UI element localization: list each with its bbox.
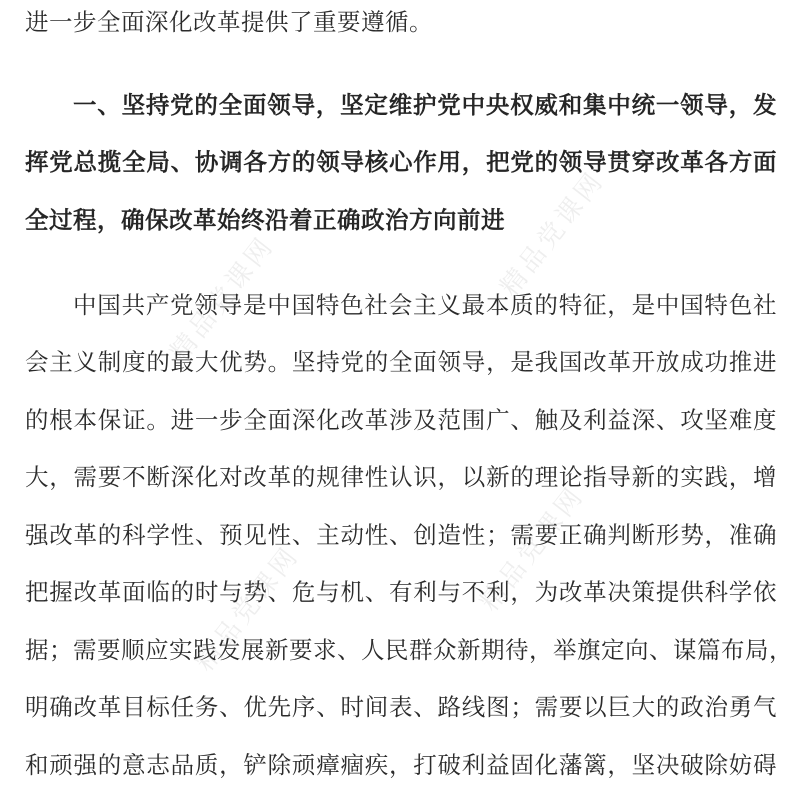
heading-line: 一、坚持党的全面领导，坚定维护党中央权威和集中统一领导，发 [73, 91, 777, 119]
watermark: 精品党课网 [494, 165, 611, 303]
text-line: 把握改革面临的时与势、危与机、有利与不利，为改革决策提供科学依 [25, 578, 777, 606]
text-line: 会主义制度的最大优势。坚持党的全面领导，是我国改革开放成功推进 [25, 348, 777, 376]
text-line: 大，需要不断深化对改革的规律性认识，以新的理论指导新的实践，增 [25, 463, 777, 491]
watermark: 精品党课网 [474, 480, 591, 618]
text-line: 进一步全面深化改革提供了重要遵循。 [25, 8, 433, 36]
heading-line: 全过程，确保改革始终沿着正确政治方向前进 [25, 206, 505, 234]
text-line: 的根本保证。进一步全面深化改革涉及范围广、触及利益深、攻坚难度 [25, 406, 777, 434]
watermark: 精品党课网 [164, 230, 281, 368]
heading-line: 挥党总揽全局、协调各方的领导核心作用，把党的领导贯穿改革各方面 [25, 148, 777, 176]
text-line: 强改革的科学性、预见性、主动性、创造性；需要正确判断形势，准确 [25, 521, 777, 549]
text-line: 据；需要顺应实践发展新要求、人民群众新期待，举旗定向、谋篇布局， [25, 636, 793, 664]
text-line: 中国共产党领导是中国特色社会主义最本质的特征，是中国特色社 [73, 291, 777, 319]
watermark: 精品党课网 [189, 540, 306, 678]
text-line: 明确改革目标任务、优先序、时间表、路线图；需要以巨大的政治勇气 [25, 693, 777, 721]
text-line: 和顽强的意志品质，铲除顽瘴痼疾，打破利益固化藩篱，坚决破除妨碍 [25, 751, 777, 779]
